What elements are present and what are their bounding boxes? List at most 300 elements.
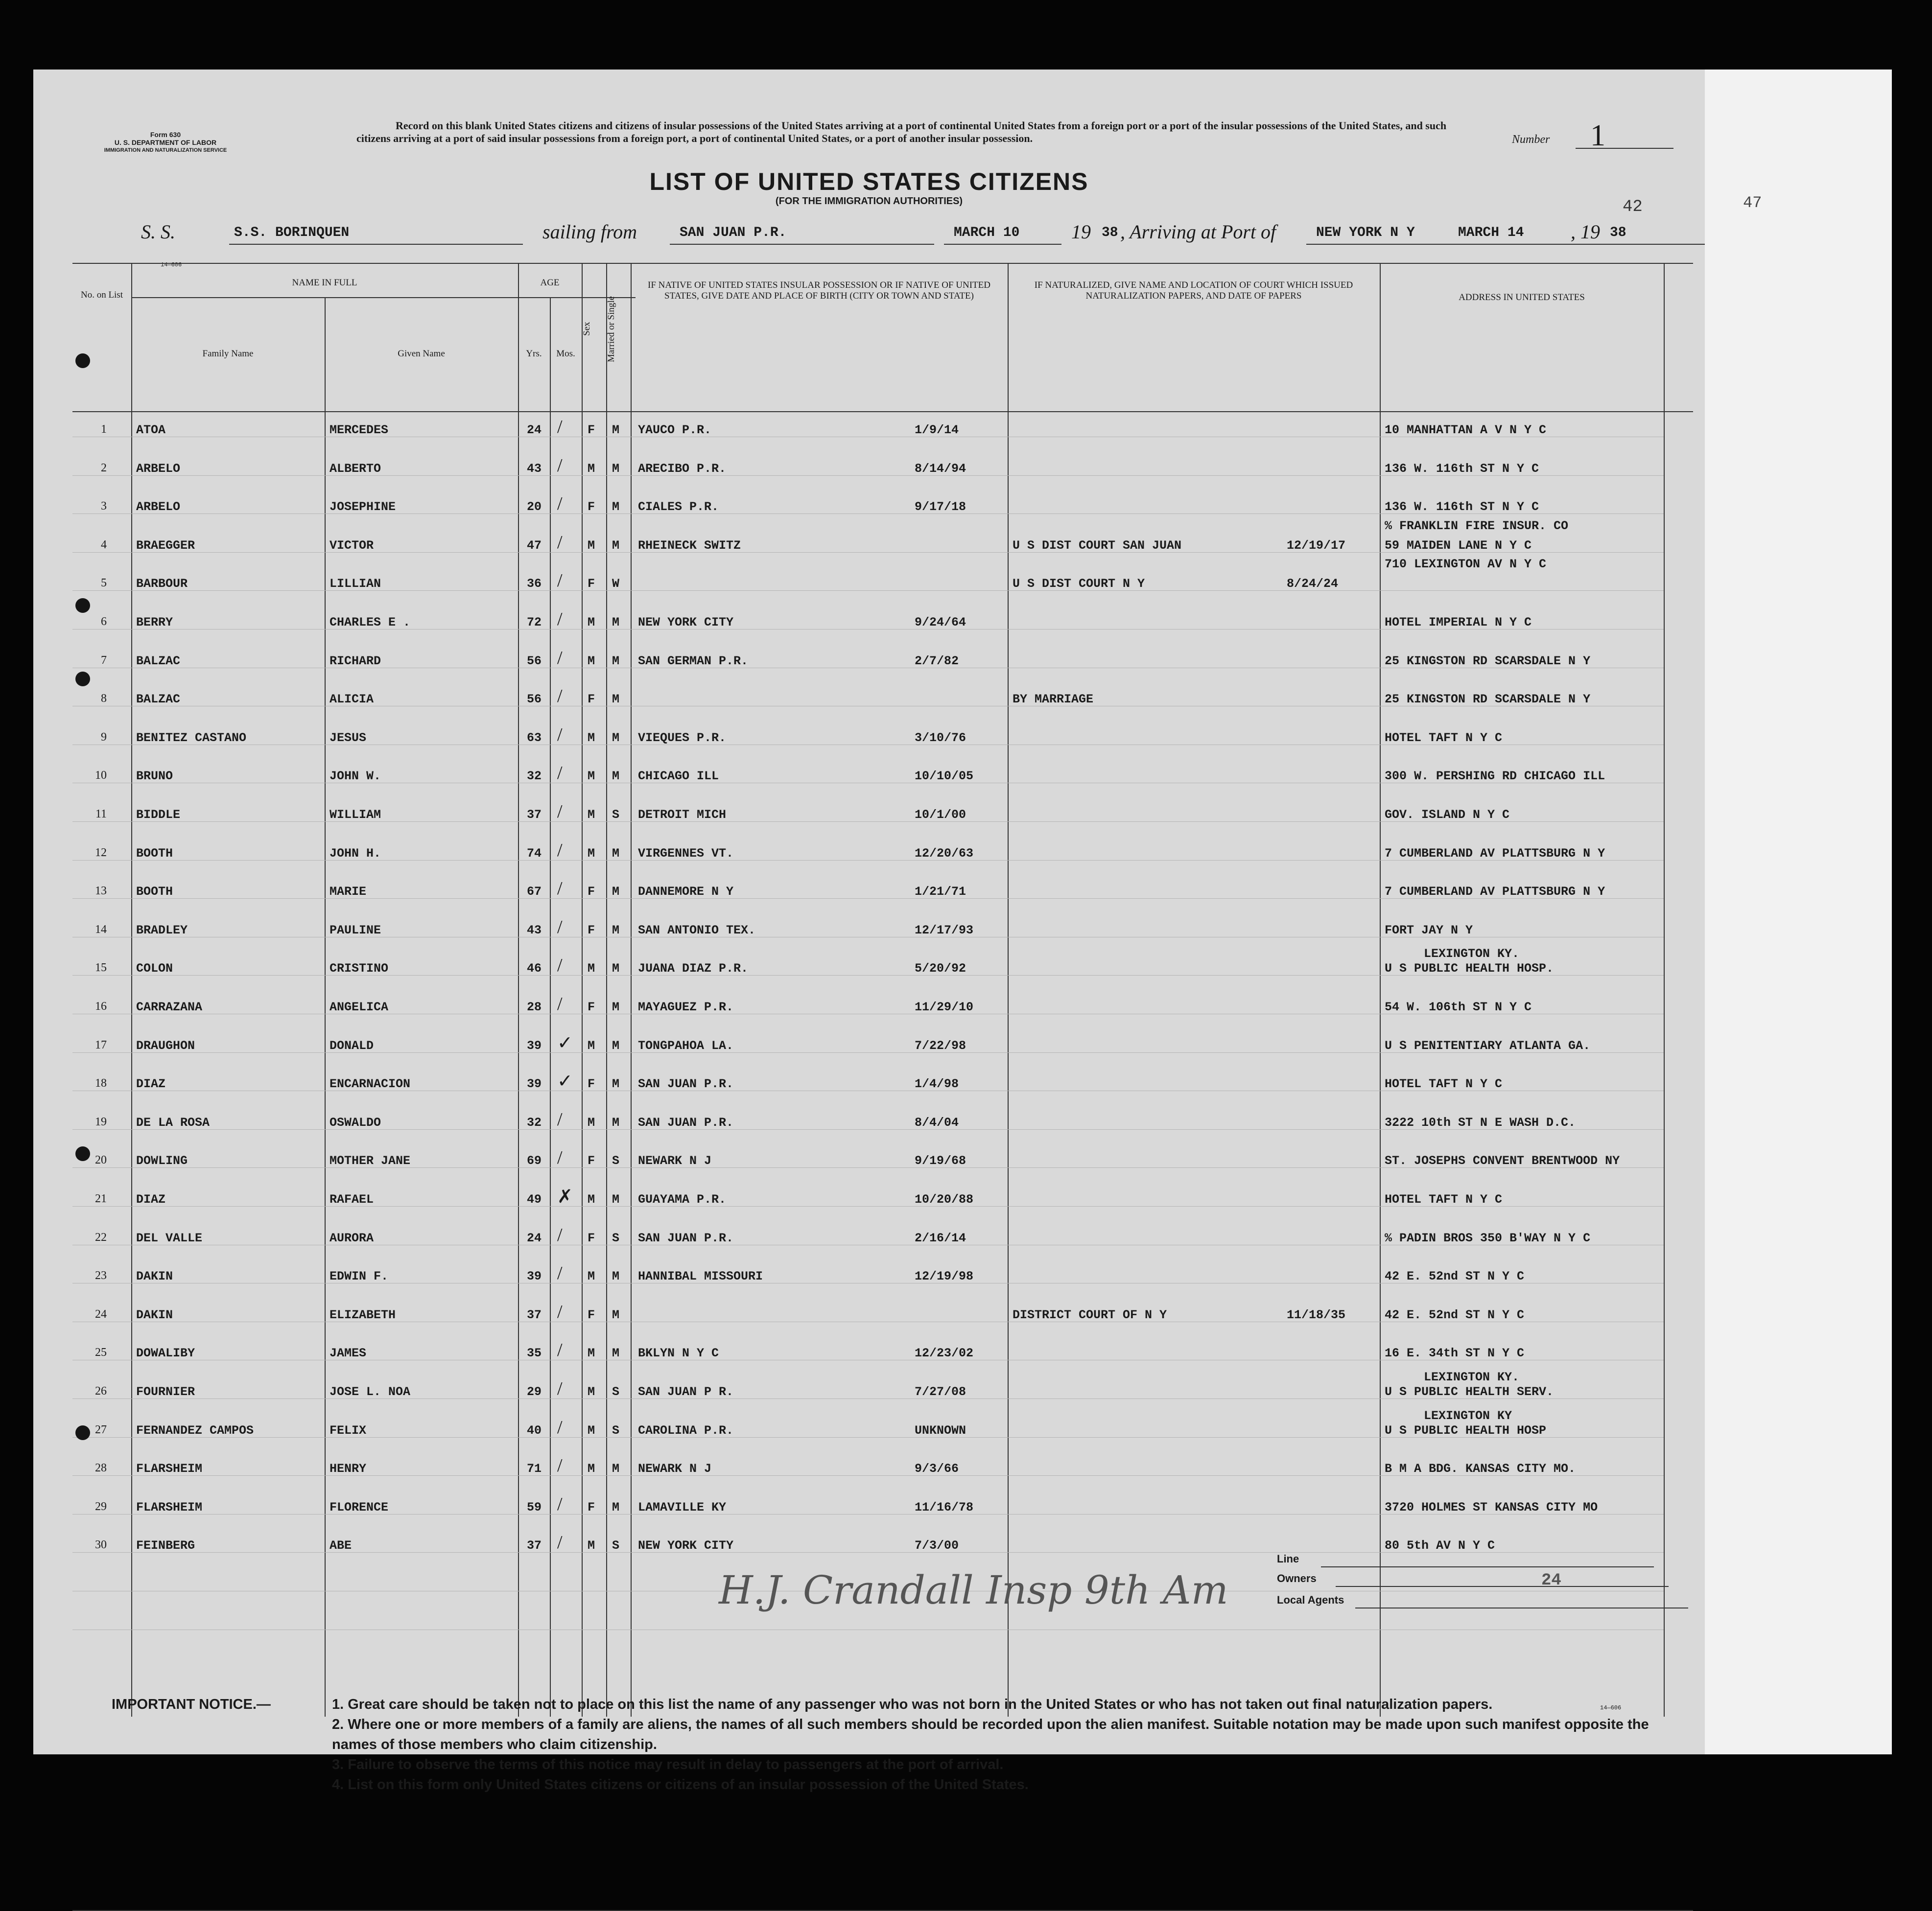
cell-ms: M [612, 423, 620, 437]
cell-ms: M [612, 1077, 620, 1092]
cell-no: 27 [95, 1423, 107, 1436]
departure-year: 38 [1102, 225, 1118, 240]
cell-mos: / [557, 1109, 563, 1130]
cell-address: 25 KINGSTON RD SCARSDALE N Y [1385, 653, 1591, 668]
cell-address: U S PUBLIC HEALTH HOSP. [1385, 961, 1554, 976]
table-row [72, 912, 1688, 951]
cell-no: 2 [101, 461, 107, 474]
cell-yrs: 49 [527, 1192, 542, 1207]
cell-place: YAUCO P.R. [638, 423, 712, 437]
cell-place: MAYAGUEZ P.R. [638, 1000, 734, 1014]
cell-sex: F [588, 1077, 595, 1092]
cell-sex: M [588, 461, 595, 476]
cell-place: NEW YORK CITY [638, 615, 734, 629]
cell-date: 9/3/66 [915, 1462, 959, 1476]
cell-ms: M [612, 769, 620, 784]
cell-yrs: 37 [527, 1538, 542, 1553]
cell-mos: / [557, 609, 563, 629]
cell-family: BENITEZ CASTANO [136, 730, 247, 745]
cell-sex: M [588, 1115, 595, 1130]
cell-sex: M [588, 730, 595, 745]
table-row [72, 758, 1688, 796]
cell-no: 7 [101, 653, 107, 667]
cell-given: FLORENCE [330, 1500, 389, 1515]
cell-date: UNKNOWN [915, 1423, 966, 1438]
cell-yrs: 20 [527, 500, 542, 514]
cell-yrs: 63 [527, 730, 542, 745]
cell-date: 9/17/18 [915, 500, 966, 514]
cell-place: JUANA DIAZ P.R. [638, 961, 749, 976]
table-row [72, 797, 1688, 835]
cell-family: FLARSHEIM [136, 1500, 203, 1515]
cell-given: CHARLES E . [330, 615, 411, 629]
notice-item-1: 1. Great care should be taken not to place on this list the name of any passenger who was not born in the United States or who has not taken out final naturalization papers. [332, 1697, 1493, 1712]
cell-address: U S PENITENTIARY ATLANTA GA. [1385, 1038, 1591, 1053]
cell-mos: ✓ [557, 1071, 573, 1092]
cell-address: 80 5th AV N Y C [1385, 1538, 1495, 1553]
header-given-name: Given Name [398, 349, 445, 359]
cell-address: B M A BDG. KANSAS CITY MO. [1385, 1462, 1576, 1476]
cell-given: JOSEPHINE [330, 500, 396, 514]
table-row [72, 1297, 1688, 1335]
cell-date: 9/24/64 [915, 615, 966, 629]
cell-given: JESUS [330, 730, 367, 745]
cell-no: 26 [95, 1385, 107, 1398]
cell-no: 13 [95, 885, 107, 898]
cell-yrs: 24 [527, 1231, 542, 1245]
cell-no: 3 [101, 500, 107, 513]
table-row [72, 451, 1688, 489]
table-row [72, 1105, 1688, 1143]
cell-place: DETROIT MICH [638, 808, 727, 822]
cell-family: DOWLING [136, 1154, 188, 1168]
cell-given: FELIX [330, 1423, 367, 1438]
cell-yrs: 74 [527, 846, 542, 861]
cell-sex: M [588, 1346, 595, 1361]
cell-ms: S [612, 1154, 620, 1168]
footer-line-rule [1321, 1566, 1654, 1567]
cell-no: 5 [101, 577, 107, 590]
cell-family: DIAZ [136, 1077, 166, 1092]
cell-date: 12/23/02 [915, 1346, 974, 1361]
header-married-single: Married or Single [606, 296, 616, 362]
cell-mos: ✗ [557, 1187, 573, 1207]
cell-mos: / [557, 878, 563, 899]
table-row [72, 1408, 1688, 1451]
header-name-in-full: NAME IN FULL [292, 278, 357, 288]
number-label: Number [1512, 133, 1550, 146]
cell-place: SAN JUAN P.R. [638, 1077, 734, 1092]
cell-ms: M [612, 692, 620, 707]
cell-address: FORT JAY N Y [1385, 923, 1473, 937]
cell-family: DE LA ROSA [136, 1115, 210, 1130]
cell-place: SAN JUAN P R. [638, 1385, 734, 1399]
cell-ms: M [612, 653, 620, 668]
cell-address-extra: LEXINGTON KY. [1424, 1370, 1520, 1384]
from-port: SAN JUAN P.R. [680, 225, 787, 240]
cell-address: 42 E. 52nd ST N Y C [1385, 1307, 1525, 1322]
cell-sex: M [588, 808, 595, 822]
cell-family: DAKIN [136, 1269, 173, 1284]
cell-date: 10/1/00 [915, 808, 966, 822]
cell-place: GUAYAMA P.R. [638, 1192, 727, 1207]
cell-mos: / [557, 532, 563, 553]
table-row [72, 1490, 1688, 1528]
cell-given: DONALD [330, 1038, 374, 1053]
cell-date: 1/9/14 [915, 423, 959, 437]
cell-address: U S PUBLIC HEALTH SERV. [1385, 1385, 1554, 1399]
cell-place: HANNIBAL MISSOURI [638, 1269, 763, 1284]
form-department: U. S. DEPARTMENT OF LABOR [114, 139, 217, 146]
cell-given: RAFAEL [330, 1192, 374, 1207]
inspector-signature: H.J. Crandall Insp 9th Am [719, 1567, 1228, 1613]
table-row [72, 1370, 1688, 1412]
table-row [72, 605, 1688, 643]
cell-yrs: 71 [527, 1462, 542, 1476]
cell-given: AURORA [330, 1231, 374, 1245]
cell-family: FLARSHEIM [136, 1462, 203, 1476]
cell-mos: / [557, 839, 563, 861]
cell-address: ST. JOSEPHS CONVENT BRENTWOOD NY [1385, 1154, 1620, 1168]
cell-family: BRAEGGER [136, 538, 195, 553]
cell-given: JOHN H. [330, 846, 381, 861]
cell-mos: / [557, 1301, 563, 1322]
cell-family: FERNANDEZ CAMPOS [136, 1423, 254, 1438]
cell-ms: S [612, 1231, 620, 1245]
cell-yrs: 56 [527, 692, 542, 707]
cell-no: 1 [101, 423, 107, 436]
cell-address: 3222 10th ST N E WASH D.C. [1385, 1115, 1576, 1130]
cell-address: HOTEL TAFT N Y C [1385, 1077, 1503, 1092]
cell-family: BRUNO [136, 769, 173, 784]
cell-no: 11 [95, 808, 107, 820]
voyage-line [141, 220, 1659, 250]
cell-address: 59 MAIDEN LANE N Y C [1385, 538, 1532, 553]
cell-sex: M [588, 961, 595, 976]
cell-mos: / [557, 647, 563, 668]
cell-no: 20 [95, 1154, 107, 1167]
table-row [72, 1143, 1688, 1181]
cell-place: NEW YORK CITY [638, 1538, 734, 1553]
cell-sex: M [588, 1192, 595, 1207]
cell-court: U S DIST COURT N Y [1013, 577, 1145, 591]
cell-family: COLON [136, 961, 173, 976]
table-row [72, 1028, 1688, 1066]
cell-given: ALICIA [330, 692, 374, 707]
cell-ms: M [612, 1346, 620, 1361]
cell-address: 136 W. 116th ST N Y C [1385, 461, 1539, 476]
cell-no: 4 [101, 538, 107, 551]
cell-place: RHEINECK SWITZ [638, 538, 741, 553]
cell-sex: F [588, 1500, 595, 1515]
cell-ms: M [612, 1500, 620, 1515]
cell-yrs: 43 [527, 923, 542, 937]
cell-date: 7/27/08 [915, 1385, 966, 1399]
cell-date: 8/4/04 [915, 1115, 959, 1130]
cell-place: SAN ANTONIO TEX. [638, 923, 756, 937]
cell-no: 14 [95, 923, 107, 936]
cell-ms: M [612, 1038, 620, 1053]
cell-family: FOURNIER [136, 1385, 195, 1399]
cell-address-extra: LEXINGTON KY [1424, 1408, 1512, 1423]
cell-address: % PADIN BROS 350 B'WAY N Y C [1385, 1231, 1591, 1245]
cell-ms: S [612, 808, 620, 822]
departure-date: MARCH 10 [954, 225, 1020, 240]
cell-sex: M [588, 1462, 595, 1476]
cell-yrs: 35 [527, 1346, 542, 1361]
cell-ms: M [612, 961, 620, 976]
cell-court: U S DIST COURT SAN JUAN [1013, 538, 1182, 553]
cell-sex: M [588, 653, 595, 668]
departure-year-prefix: 19 [1071, 221, 1091, 243]
cell-family: DIAZ [136, 1192, 166, 1207]
cell-yrs: 24 [527, 423, 542, 437]
cell-yrs: 47 [527, 538, 542, 553]
cell-place: CIALES P.R. [638, 500, 719, 514]
arrival-rule [1306, 244, 1747, 245]
cell-sex: M [588, 769, 595, 784]
cell-ms: S [612, 1423, 620, 1438]
cell-yrs: 32 [527, 769, 542, 784]
cell-ms: M [612, 1000, 620, 1014]
cell-given: JAMES [330, 1346, 367, 1361]
cell-date: 3/10/76 [915, 730, 966, 745]
cell-address: 25 KINGSTON RD SCARSDALE N Y [1385, 692, 1591, 707]
header-address: ADDRESS IN UNITED STATES [1459, 292, 1585, 303]
form-preamble: Record on this blank United States citizens and citizens of insular possessions of the United States arriving at a port of continental United States from a foreign port or a port of the insular possessions of the United States, and such citizens arriving at a port of said insular possessions from a foreign port, a port of continental United States, or a port of another insular possession. [356, 119, 1447, 144]
cell-no: 8 [101, 692, 107, 705]
binder-hole-icon [75, 353, 90, 368]
cell-ms: M [612, 1269, 620, 1284]
cell-sex: M [588, 538, 595, 553]
cell-mos: / [557, 1417, 563, 1438]
cell-sex: F [588, 1000, 595, 1014]
cell-family: ARBELO [136, 461, 181, 476]
cell-yrs: 37 [527, 1307, 542, 1322]
cell-family: BARBOUR [136, 577, 188, 591]
cell-no: 16 [95, 1000, 107, 1013]
manifest-page [33, 70, 1705, 1793]
binder-hole-icon [75, 1425, 90, 1440]
cell-given: MERCEDES [330, 423, 389, 437]
cell-given: EDWIN F. [330, 1269, 389, 1284]
cell-ms: M [612, 1115, 620, 1130]
cell-place: TONGPAHOA LA. [638, 1038, 734, 1053]
cell-given: ENCARNACION [330, 1077, 411, 1092]
cell-date: 8/14/94 [915, 461, 966, 476]
cell-no: 23 [95, 1269, 107, 1282]
cell-date: 10/20/88 [915, 1192, 974, 1207]
cell-given: VICTOR [330, 538, 374, 553]
cell-no: 30 [95, 1538, 107, 1552]
cell-mos: / [557, 916, 563, 937]
cell-sex: M [588, 1423, 595, 1438]
cell-place: SAN JUAN P.R. [638, 1115, 734, 1130]
cell-address: 16 E. 34th ST N Y C [1385, 1346, 1525, 1361]
cell-no: 10 [95, 769, 107, 782]
cell-ms: M [612, 1307, 620, 1322]
cell-family: DAKIN [136, 1307, 173, 1322]
cell-date: 11/29/10 [915, 1000, 974, 1014]
cell-yrs: 29 [527, 1385, 542, 1399]
cell-given: PAULINE [330, 923, 381, 937]
cell-no: 25 [95, 1346, 107, 1359]
cell-mos: / [557, 994, 563, 1014]
cell-place: BKLYN N Y C [638, 1346, 719, 1361]
cell-ms: M [612, 615, 620, 629]
cell-date: 7/3/00 [915, 1538, 959, 1553]
cell-address: HOTEL IMPERIAL N Y C [1385, 615, 1532, 629]
table-row [72, 1182, 1688, 1220]
cell-yrs: 32 [527, 1115, 542, 1130]
cell-address: U S PUBLIC HEALTH HOSP [1385, 1423, 1547, 1438]
cell-ms: M [612, 538, 620, 553]
table-row [72, 720, 1688, 758]
cell-family: CARRAZANA [136, 1000, 203, 1014]
cell-sex: F [588, 885, 595, 899]
cell-sex: F [588, 423, 595, 437]
cell-yrs: 46 [527, 961, 542, 976]
cell-court-date: 8/24/24 [1287, 577, 1339, 591]
header-sex: Sex [582, 322, 592, 336]
print-code-bottom: 14—606 [1600, 1704, 1622, 1711]
cell-family: DOWALIBY [136, 1346, 195, 1361]
table-top-rule [72, 263, 1693, 264]
notice-item-4: 4. List on this form only United States citizens or citizens of an insular possession of the United States. [332, 1777, 1029, 1793]
cell-place: DANNEMORE N Y [638, 885, 734, 899]
cell-ms: M [612, 885, 620, 899]
cell-mos: / [557, 570, 563, 591]
cell-given: ANGELICA [330, 1000, 389, 1014]
cell-sex: M [588, 1385, 595, 1399]
cell-yrs: 28 [527, 1000, 542, 1014]
cell-sex: M [588, 1538, 595, 1553]
cell-place: LAMAVILLE KY [638, 1500, 727, 1515]
cell-address: HOTEL TAFT N Y C [1385, 1192, 1503, 1207]
cell-address-extra: 710 LEXINGTON AV N Y C [1385, 557, 1547, 572]
cell-date: 12/20/63 [915, 846, 974, 861]
cell-address: 136 W. 116th ST N Y C [1385, 500, 1539, 514]
binder-hole-icon [75, 1146, 90, 1161]
table-row [72, 989, 1688, 1027]
cell-ms: M [612, 923, 620, 937]
ship-rule [229, 244, 523, 245]
cell-yrs: 36 [527, 577, 542, 591]
table-row [72, 1528, 1688, 1566]
header-naturalization: IF NATURALIZED, GIVE NAME AND LOCATION OF COURT WHICH ISSUED NATURALIZATION PAPERS, AND DATE OF PAPERS [1034, 280, 1353, 301]
header-age: AGE [540, 278, 560, 288]
cell-date: 7/22/98 [915, 1038, 966, 1053]
cell-place: ARECIBO P.R. [638, 461, 727, 476]
cell-date: 2/7/82 [915, 653, 959, 668]
cell-ms: S [612, 1538, 620, 1553]
cell-mos: / [557, 455, 563, 476]
cell-yrs: 59 [527, 1500, 542, 1515]
table-row [72, 874, 1688, 912]
cell-address: 54 W. 106th ST N Y C [1385, 1000, 1532, 1014]
from-port-rule [670, 244, 934, 245]
cell-ms: M [612, 1462, 620, 1476]
passenger-count: 24 [1541, 1571, 1561, 1590]
cell-given: MARIE [330, 885, 367, 899]
cell-given: MOTHER JANE [330, 1154, 411, 1168]
cell-ms: M [612, 730, 620, 745]
cell-family: ATOA [136, 423, 166, 437]
table-row [72, 1220, 1688, 1258]
cell-place: NEWARK N J [638, 1154, 712, 1168]
cell-given: ABE [330, 1538, 352, 1553]
table-row [72, 1451, 1688, 1489]
list-number: 1 [1590, 119, 1605, 152]
cell-address: GOV. ISLAND N Y C [1385, 808, 1510, 822]
arrival-year: 38 [1610, 225, 1626, 240]
table-row [72, 1335, 1688, 1374]
cell-mos: / [557, 1147, 563, 1168]
print-code-top: 14—606 [161, 261, 182, 268]
cell-sex: F [588, 577, 595, 591]
cell-mos: ✓ [557, 1032, 573, 1053]
cell-date: 11/16/78 [915, 1500, 974, 1515]
cell-family: BALZAC [136, 653, 181, 668]
cell-ms: M [612, 461, 620, 476]
cell-place: CAROLINA P.R. [638, 1423, 734, 1438]
cell-court-date: 11/18/35 [1287, 1307, 1346, 1322]
cell-mos: / [557, 493, 563, 514]
cell-mos: / [557, 1532, 563, 1553]
cell-date: 5/20/92 [915, 961, 966, 976]
cell-no: 17 [95, 1038, 107, 1051]
cell-mos: / [557, 1493, 563, 1515]
cell-family: BRADLEY [136, 923, 188, 937]
cell-ms: M [612, 846, 620, 861]
cell-given: ALBERTO [330, 461, 381, 476]
cell-address: 10 MANHATTAN A V N Y C [1385, 423, 1547, 437]
cell-sex: F [588, 1307, 595, 1322]
cell-no: 18 [95, 1077, 107, 1090]
cell-place: NEWARK N J [638, 1462, 712, 1476]
cell-date: 2/16/14 [915, 1231, 966, 1245]
header-no: No. on List [80, 290, 123, 300]
header-yrs: Yrs. [526, 349, 542, 359]
cell-sex: F [588, 500, 595, 514]
cell-court: DISTRICT COURT OF N Y [1013, 1307, 1167, 1322]
cell-date: 12/17/93 [915, 923, 974, 937]
cell-mos: / [557, 686, 563, 707]
notice-item-2: 2. Where one or more members of a family are aliens, the names of all such members should be recorded upon the alien manifest. Suitable notation may be made upon such manifest opposite the names of those members who claim citizenship. [332, 1717, 1649, 1752]
cell-no: 9 [101, 730, 107, 744]
header-mos: Mos. [556, 349, 575, 359]
cell-mos: / [557, 1263, 563, 1284]
cell-family: FEINBERG [136, 1538, 195, 1553]
cell-no: 6 [101, 615, 107, 628]
page-subtitle: (FOR THE IMMIGRATION AUTHORITIES) [775, 196, 963, 207]
cell-given: CRISTINO [330, 961, 389, 976]
cell-yrs: 56 [527, 653, 542, 668]
table-row [72, 947, 1688, 989]
form-service: IMMIGRATION AND NATURALIZATION SERVICE [104, 147, 227, 153]
cell-yrs: 69 [527, 1154, 542, 1168]
form-identifier [68, 131, 263, 154]
cell-mos: / [557, 801, 563, 822]
cell-mos: / [557, 417, 563, 437]
cell-yrs: 39 [527, 1038, 542, 1053]
cell-mos: / [557, 763, 563, 784]
notice-item-3: 3. Failure to observe the terms of this notice may result in delay to passengers at the port of arrival. [332, 1757, 1004, 1772]
footer-owners-rule [1336, 1586, 1669, 1587]
page-title: LIST OF UNITED STATES CITIZENS [649, 168, 1089, 195]
cell-mos: / [557, 724, 563, 745]
cell-family: BOOTH [136, 885, 173, 899]
